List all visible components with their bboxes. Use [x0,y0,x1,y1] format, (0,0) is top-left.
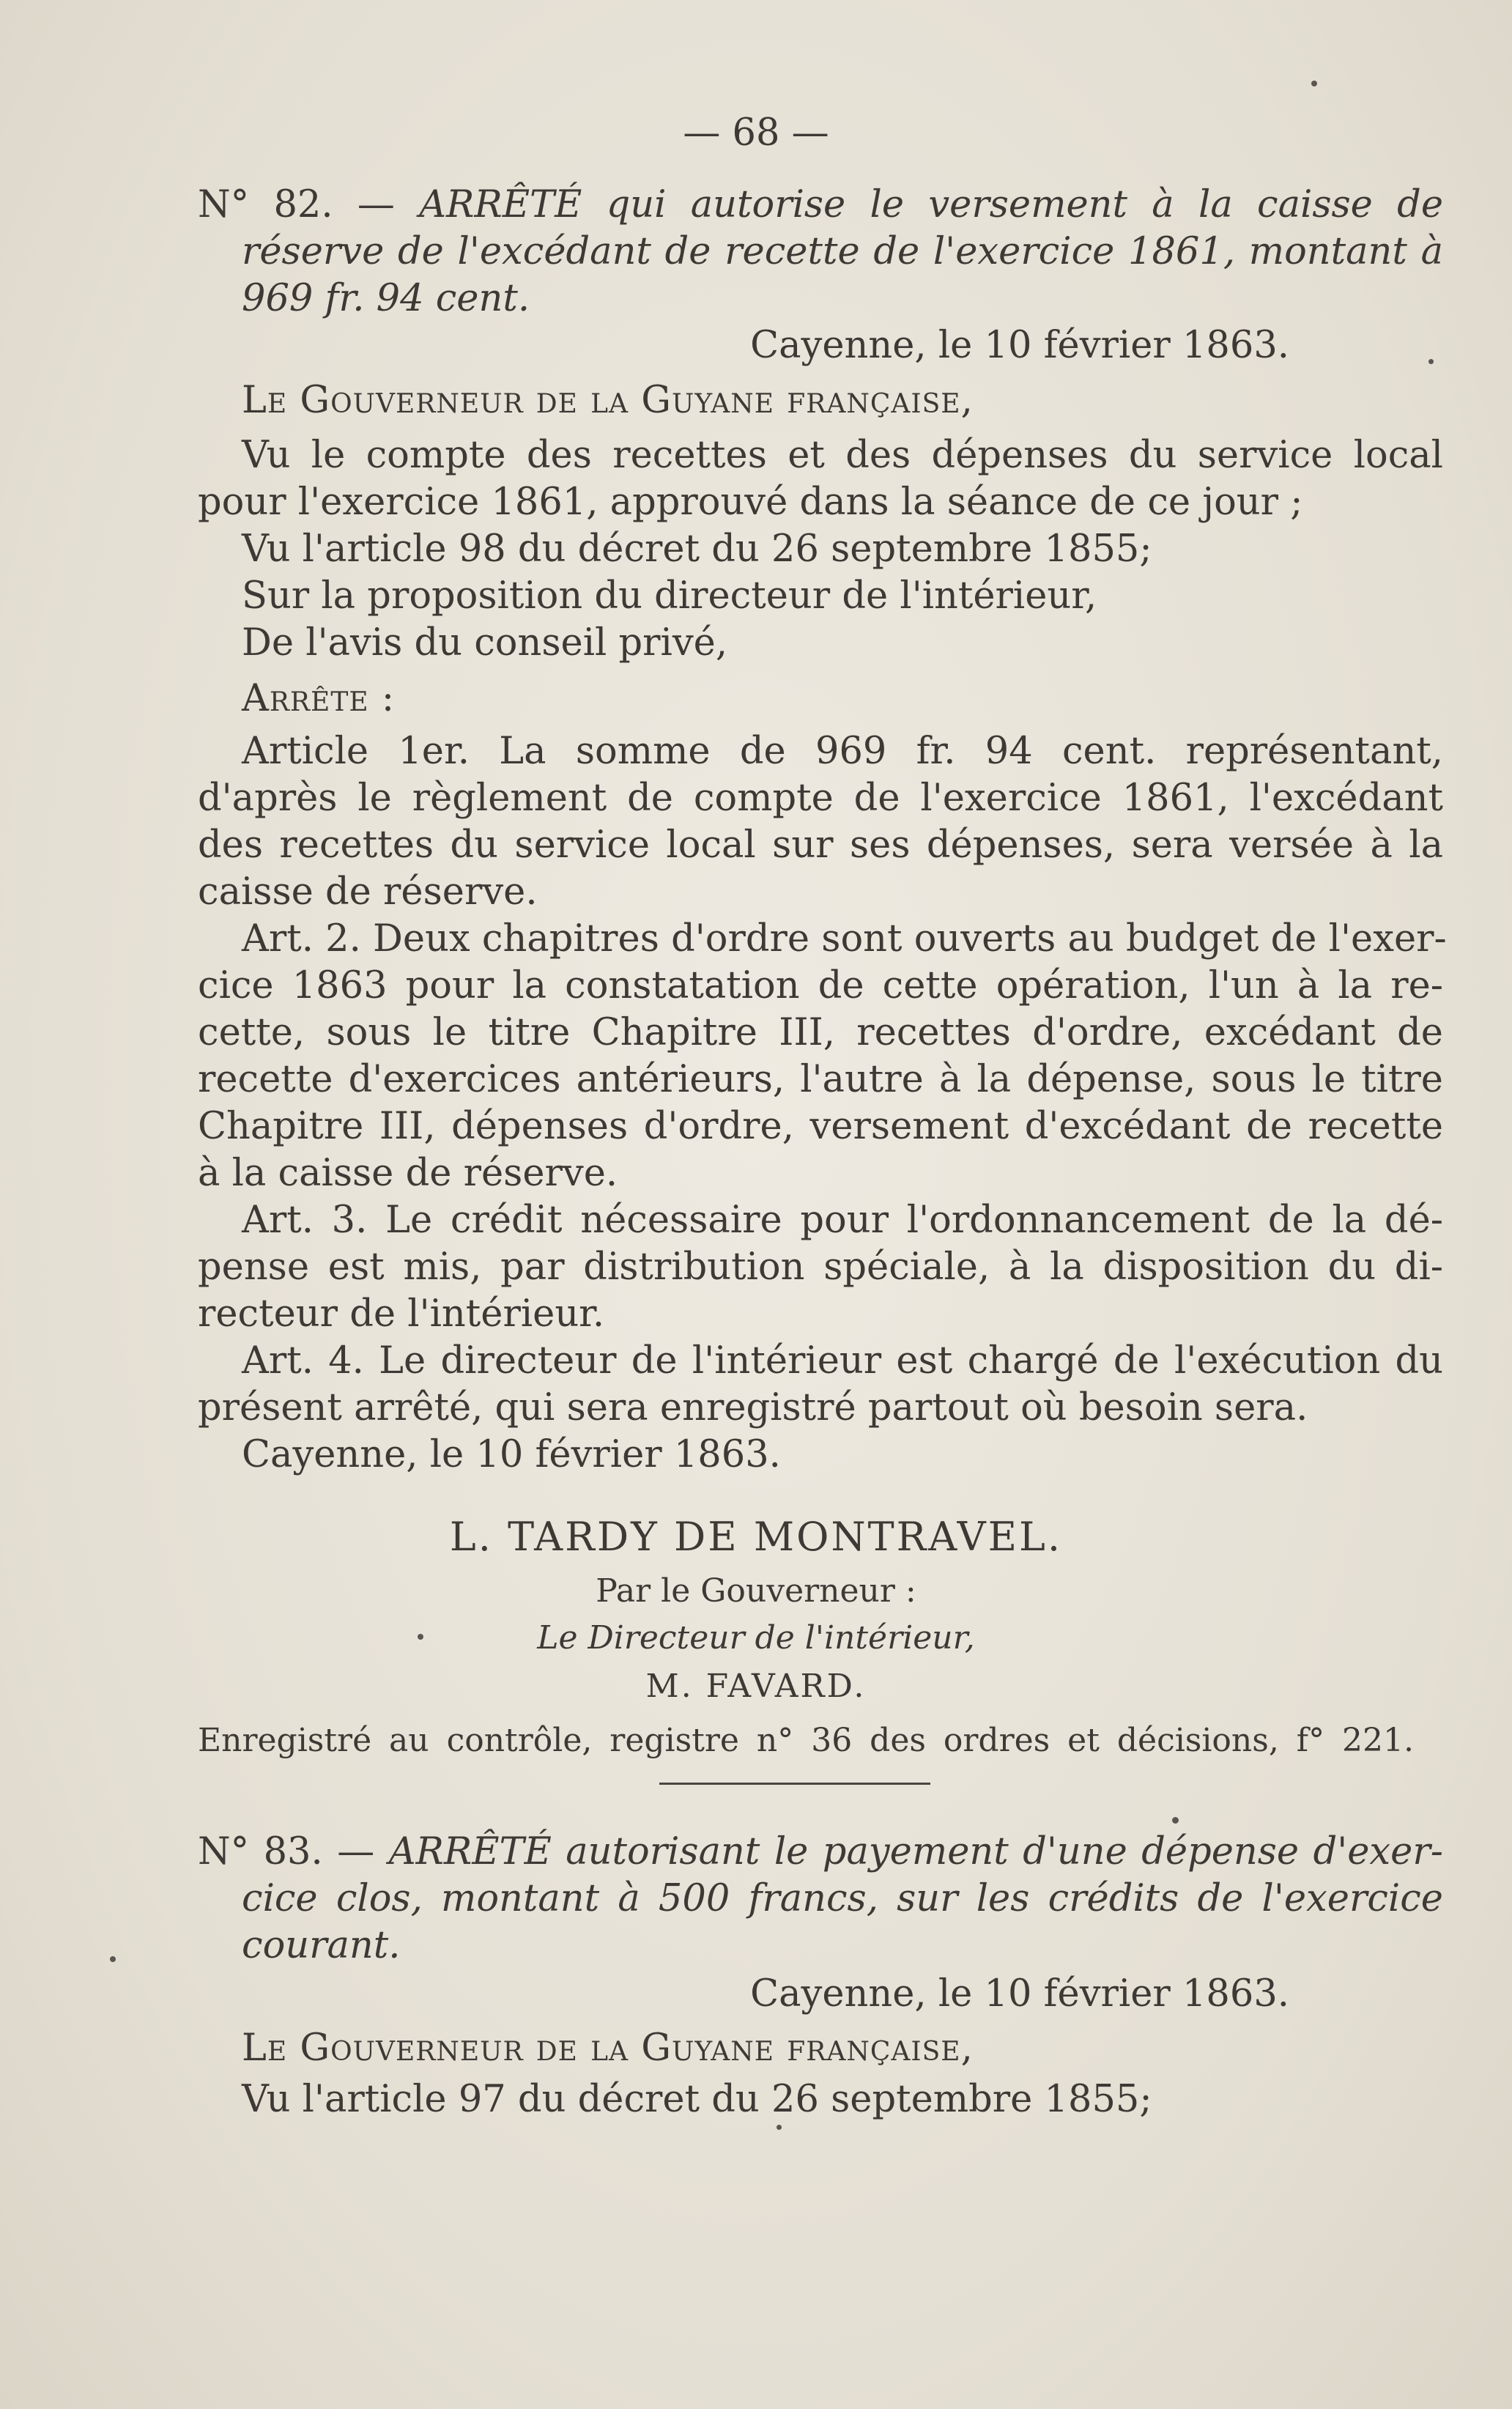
print-speck [777,2125,782,2130]
decree-82-article-4: Art. 4. Le directeur de l'intérieur est chargé de l'exécution du [242,1339,1443,1383]
page-number: — 68 — [683,111,829,155]
decree-83-number: N° 83. — [198,1830,375,1873]
decree-83-place-date: Cayenne, le 10 février 1863. [750,1972,1289,2016]
decree-82-line: présent arrêté, qui sera enregistré partout où besoin sera. [198,1386,1308,1429]
decree-82-heading-line-2: réserve de l'excédant de recette de l'exercice 1861, montant à [242,230,1443,273]
decree-82-heading-line-3: 969 fr. 94 cent. [242,277,530,320]
decree-82-line: Vu l'article 98 du décret du 26 septembre 1855; [242,528,1152,571]
decree-82-line: cice 1863 pour la constatation de cette opération, l'un à la re- [198,964,1443,1007]
decree-82-closing-date: Cayenne, le 10 février 1863. [242,1433,781,1476]
decree-82-place-date: Cayenne, le 10 février 1863. [750,324,1289,367]
decree-82-line: recteur de l'intérieur. [198,1292,605,1336]
decree-82-line: De l'avis du conseil privé, [242,621,728,665]
print-speck [110,1956,116,1962]
decree-82-line: d'après le règlement de compte de l'exercice 1861, l'excédant [198,777,1443,820]
decree-82-article-1: Article 1er. La somme de 969 fr. 94 cent. représentant, [242,730,1443,773]
decree-82-line: à la caisse de réserve. [198,1152,618,1195]
registration-note: Enregistré au contrôle, registre n° 36 des ordres et décisions, f° 221. [198,1722,1414,1759]
decree-82-line: Chapitre III, dépenses d'ordre, versement d'excédant de recette [198,1105,1443,1148]
decree-83-heading-line-1: N° 83. — ARRÊTÉ autorisant le payement d'une dépense d'exer- [198,1830,1443,1873]
print-speck [1311,81,1317,86]
decree-82-line: cette, sous le titre Chapitre III, recettes d'ordre, excédant de [198,1011,1443,1054]
decree-82-line: Vu le compte des recettes et des dépenses du service local [242,434,1443,477]
decree-82-line: Sur la proposition du directeur de l'intérieur, [242,574,1097,618]
decree-83-heading-line-2: cice clos, montant à 500 francs, sur les crédits de l'exercice [242,1877,1443,1920]
decree-83-gouverneur: Le Gouverneur de la Guyane française, [242,2027,974,2070]
decree-82-line: des recettes du service local sur ses dépenses, sera versée à la [198,824,1443,867]
decree-82-line: recette d'exercices antérieurs, l'autre à la dépense, sous le titre [198,1058,1443,1101]
print-speck [1428,359,1434,364]
print-speck [1172,1817,1179,1824]
decree-82-heading-line-1: N° 82. — ARRÊTÉ qui autorise le versement à la caisse de [198,183,1443,226]
signature-governor: L. TARDY DE MONTRAVEL. [449,1514,1063,1560]
decree-82-gouverneur: Le Gouverneur de la Guyane française, [242,379,974,422]
decree-82-article-3: Art. 3. Le crédit nécessaire pour l'ordonnancement de la dé- [242,1199,1443,1242]
decree-82-number: N° 82. — [198,183,395,226]
decree-82-arrete: Arrête : [242,677,396,720]
directeur-title: Le Directeur de l'intérieur, [537,1619,975,1657]
par-le-gouverneur: Par le Gouverneur : [596,1572,916,1610]
decree-83-heading-line-3: courant. [242,1924,401,1967]
section-divider [659,1783,930,1785]
decree-82-article-2: Art. 2. Deux chapitres d'ordre sont ouverts au budget de l'exer- [242,917,1447,961]
print-speck [418,1634,423,1640]
decree-82-line: pour l'exercice 1861, approuvé dans la séance de ce jour ; [198,481,1303,524]
decree-82-line: pense est mis, par distribution spéciale, à la disposition du di- [198,1246,1443,1289]
decree-82-line: caisse de réserve. [198,870,538,914]
decree-83-line: Vu l'article 97 du décret du 26 septembre 1855; [242,2078,1152,2121]
directeur-name: M. FAVARD. [645,1668,867,1705]
